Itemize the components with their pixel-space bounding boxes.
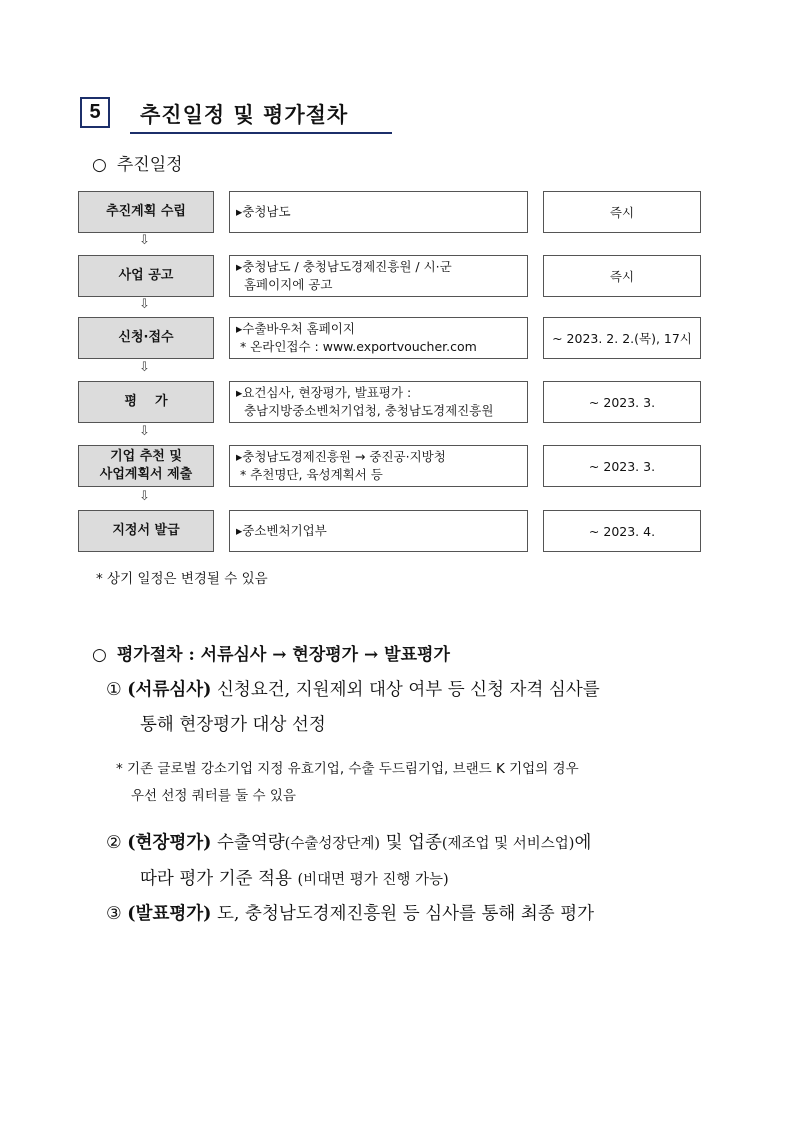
flow-step-4 (78, 381, 214, 423)
eval-item-text: 도, 충청남도경제진흥원 등 심사를 통해 최종 평가 (211, 904, 595, 924)
section-title-underline (130, 132, 392, 134)
eval-item-paren: (제조업 및 서비스업) (441, 836, 575, 852)
flow-step-label: 사업계획서 제출 (99, 467, 193, 482)
eval-item-text: 신청요건, 지원제외 대상 여부 등 신청 자격 심사를 (211, 680, 600, 700)
flow-date-4: ~ 2023. 3. (543, 381, 701, 423)
eval-item-1 (106, 679, 600, 701)
eval-item-paren: (비대면 평가 진행 가능) (297, 872, 449, 888)
flow-arrow-icon: ⇩ (139, 360, 150, 375)
flow-step-3 (78, 317, 214, 359)
flow-desc-4 (229, 381, 528, 423)
flow-step-label: 기업 추천 및 (110, 449, 182, 464)
eval-item-label: (서류심사) (127, 680, 212, 700)
flow-date-5: ~ 2023. 3. (543, 445, 701, 487)
eval-note-cont: 우선 선정 쿼터를 둘 수 있음 (131, 788, 296, 804)
bullet-circle: ○ (92, 645, 107, 665)
flow-desc-3 (229, 317, 528, 359)
flow-arrow-icon: ⇩ (139, 489, 150, 504)
flow-step-label: 평 가 (124, 394, 168, 409)
evaluation-heading (92, 640, 450, 665)
eval-item-1-cont: 통해 현장평가 대상 선정 (140, 715, 326, 735)
schedule-footnote: * 상기 일정은 변경될 수 있음 (96, 571, 268, 587)
flow-desc-line: ▸충청남도 (236, 204, 291, 219)
flow-step-2 (78, 255, 214, 297)
flow-step-label: 지정서 발급 (112, 523, 180, 538)
flow-desc-1 (229, 191, 528, 233)
eval-item-text: 따라 평가 기준 적용 (140, 869, 298, 889)
flow-date-6: ~ 2023. 4. (543, 510, 701, 552)
bullet-circle: ○ (92, 155, 107, 175)
flow-desc-line: * 추천명단, 육성계획서 등 (236, 467, 383, 482)
flow-step-6 (78, 510, 214, 552)
flow-date-3: ~ 2023. 2. 2.(목), 17시 (543, 317, 701, 359)
flow-step-label: 추진계획 수립 (106, 204, 186, 219)
circled-number: ① (106, 680, 122, 700)
flow-arrow-icon: ⇩ (139, 424, 150, 439)
flow-arrow-icon: ⇩ (139, 233, 150, 248)
flow-desc-line: 충남지방중소벤처기업청, 충청남도경제진흥원 (236, 403, 494, 418)
eval-item-text: 에 (574, 833, 592, 853)
flow-desc-line: ▸수출바우처 홈페이지 (236, 321, 355, 336)
flow-step-5 (78, 445, 214, 487)
flow-step-label: 신청·접수 (118, 330, 174, 345)
eval-item-paren: (수출성장단계) (284, 836, 381, 852)
schedule-heading-text: 추진일정 (116, 155, 183, 175)
flow-desc-line: ▸충청남도경제진흥원 → 중진공·지방청 (236, 449, 446, 464)
eval-note: * 기존 글로벌 강소기업 지정 유효기업, 수출 두드림기업, 브랜드 K 기업의 경우 (116, 761, 579, 777)
eval-item-text: 수출역량 (211, 833, 285, 853)
eval-item-2-cont (140, 868, 449, 891)
flow-date-2: 즉시 (543, 255, 701, 297)
flow-desc-6 (229, 510, 528, 552)
flow-desc-5 (229, 445, 528, 487)
flow-desc-line: 홈페이지에 공고 (236, 277, 333, 292)
eval-item-label: (현장평가) (127, 833, 212, 853)
flow-step-1 (78, 191, 214, 233)
schedule-heading (92, 150, 183, 175)
flow-step-label: 사업 공고 (118, 268, 174, 283)
flow-desc-2 (229, 255, 528, 297)
section-number: 5 (80, 97, 110, 128)
flow-desc-line: ▸중소벤처기업부 (236, 523, 327, 538)
flow-date-1: 즉시 (543, 191, 701, 233)
flow-arrow-icon: ⇩ (139, 297, 150, 312)
flow-desc-line: * 온라인접수 : www.exportvoucher.com (236, 339, 477, 354)
eval-item-3 (106, 903, 594, 925)
flow-desc-line: ▸충청남도 / 충청남도경제진흥원 / 시·군 (236, 259, 452, 274)
eval-item-text: 및 업종 (380, 833, 442, 853)
evaluation-heading-text: 평가절차 : 서류심사 → 현장평가 → 발표평가 (116, 645, 450, 665)
circled-number: ② (106, 833, 122, 853)
eval-item-2 (106, 832, 591, 855)
flow-desc-line: ▸요건심사, 현장평가, 발표평가 : (236, 385, 412, 400)
eval-item-label: (발표평가) (127, 904, 212, 924)
section-title: 추진일정 및 평가절차 (140, 103, 349, 127)
circled-number: ③ (106, 904, 122, 924)
